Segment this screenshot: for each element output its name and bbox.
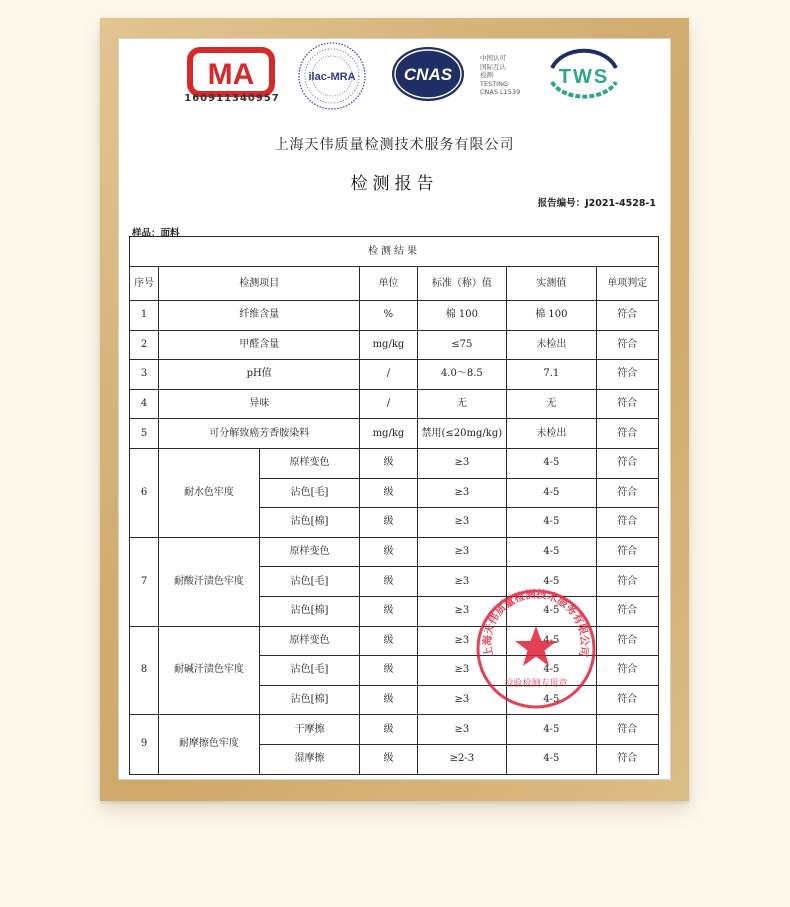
sub-item-cell: 原样变色 [259,537,360,567]
standard-value-cell: 无 [417,389,507,419]
standard-value-cell: ≥3 [417,567,507,597]
standard-value-cell: ≥3 [417,715,507,745]
unit-cell: 级 [360,744,417,774]
unit-cell: / [360,389,417,419]
verdict-cell: 符合 [596,301,658,331]
row-number-cell: 6 [130,448,159,537]
test-item-cell: 纤维含量 [159,301,360,331]
standard-value-cell: 禁用(≤20mg/kg) [417,419,507,449]
table-row [130,330,659,360]
cnas-logo-icon [390,44,466,104]
row-number-cell: 9 [130,715,159,774]
cnas-caption-line: 检测 [480,71,493,79]
row-number-cell: 3 [130,360,159,390]
row-number-cell: 8 [130,626,159,715]
table-row [130,448,659,478]
measured-value-cell: 未检出 [507,419,597,449]
verdict-cell: 符合 [596,685,658,715]
measured-value-cell: 4-5 [507,478,597,508]
unit-cell: 级 [360,508,417,538]
unit-cell: 级 [360,448,417,478]
test-item-cell: 异味 [159,389,360,419]
table-row [130,389,659,419]
cnas-caption-line: 国际互认 [480,62,506,71]
cma-number: 160911340957 [184,93,280,104]
column-header: 单项判定 [596,267,658,301]
unit-cell: 级 [360,685,417,715]
standard-value-cell: ≥3 [417,448,507,478]
company-name: 上海天伟质量检测技术服务有限公司 [274,137,515,153]
measured-value-cell: 4-5 [507,448,597,478]
column-header: 实测值 [507,267,597,301]
verdict-cell: 符合 [596,537,658,567]
verdict-cell: 符合 [596,596,658,626]
verdict-cell: 符合 [596,330,658,360]
test-item-cell: 耐水色牢度 [159,448,260,537]
unit-cell: 级 [360,656,417,686]
unit-cell: / [360,360,417,390]
table-header-row [130,267,659,301]
measured-value-cell: 4-5 [507,715,597,745]
ilac-mra-logo-icon [296,40,368,112]
test-item-cell: 耐摩擦色牢度 [159,715,260,774]
standard-value-cell: ≥3 [417,656,507,686]
unit-cell: 级 [360,567,417,597]
sub-item-cell: 干摩擦 [259,715,360,745]
sub-item-cell: 原样变色 [259,448,360,478]
verdict-cell: 符合 [596,626,658,656]
unit-cell: % [360,301,417,331]
table-row [130,537,659,567]
measured-value-cell: 7.1 [507,360,597,390]
standard-value-cell: ≥2-3 [417,744,507,774]
unit-cell: 级 [360,596,417,626]
standard-value-cell: ≥3 [417,626,507,656]
column-header: 单位 [360,267,417,301]
test-item-cell: 甲醛含量 [159,330,360,360]
cnas-logo-text: CNAS [403,65,453,84]
cnas-caption [480,54,520,97]
sample-label: 样品：面料 [132,228,180,239]
unit-cell: 级 [360,715,417,745]
sub-item-cell: 沾色[棉] [259,685,360,715]
verdict-cell: 符合 [596,448,658,478]
verdict-cell: 符合 [596,744,658,774]
cma-logo-text: MA [207,58,255,91]
row-number-cell: 2 [130,330,159,360]
seal-subtext: 检验检测专用章 [504,679,568,689]
table-row [130,301,659,331]
certification-logos [118,38,671,123]
table-row [130,715,659,745]
verdict-cell: 符合 [596,419,658,449]
cnas-caption-line: TESTING [480,79,508,88]
official-seal-icon [473,586,599,712]
measured-value-cell: 4-5 [507,537,597,567]
measured-value-cell: 4-5 [507,656,597,686]
sub-item-cell: 原样变色 [259,626,360,656]
verdict-cell: 符合 [596,360,658,390]
measured-value-cell: 4-5 [507,567,597,597]
column-header: 标准（称）值 [417,267,507,301]
test-item-cell: pH值 [159,360,360,390]
cnas-caption-line: 中国认可 [480,54,506,62]
standard-value-cell: ≥3 [417,508,507,538]
standard-value-cell: 棉 100 [417,301,507,331]
test-item-cell: 可分解致癌芳香胺染料 [159,419,360,449]
report-paper [118,38,671,780]
row-number-cell: 7 [130,537,159,626]
cnas-caption-line: CNAS L1539 [480,88,521,96]
column-header: 序号 [130,267,159,301]
tws-logo-icon [542,42,626,106]
table-row [130,360,659,390]
report-title: 检测报告 [350,174,439,194]
unit-cell: 级 [360,626,417,656]
unit-cell: 级 [360,478,417,508]
sub-item-cell: 沾色[棉] [259,596,360,626]
standard-value-cell: ≥3 [417,478,507,508]
measured-value-cell: 棉 100 [507,301,597,331]
standard-value-cell: 4.0～8.5 [417,360,507,390]
unit-cell: 级 [360,537,417,567]
standard-value-cell: ≥3 [417,685,507,715]
verdict-cell: 符合 [596,508,658,538]
row-number-cell: 5 [130,419,159,449]
measured-value-cell: 4-5 [507,744,597,774]
sub-item-cell: 湿摩擦 [259,744,360,774]
sub-item-cell: 沾色[棉] [259,508,360,538]
standard-value-cell: ≤75 [417,330,507,360]
verdict-cell: 符合 [596,478,658,508]
measured-value-cell: 4-5 [507,596,597,626]
unit-cell: mg/kg [360,330,417,360]
standard-value-cell: ≥3 [417,596,507,626]
sub-item-cell: 沾色[毛] [259,656,360,686]
column-header: 检测项目 [159,267,360,301]
seal-text: 上海天伟质量检测技术服务有限公司 [481,588,591,658]
unit-cell: mg/kg [360,419,417,449]
sub-item-cell: 沾色[毛] [259,478,360,508]
test-item-cell: 耐酸汗渍色牢度 [159,537,260,626]
table-caption-row [130,237,659,267]
tws-logo-text: TWS [558,66,610,88]
measured-value-cell: 4-5 [507,508,597,538]
verdict-cell: 符合 [596,715,658,745]
measured-value-cell: 4-5 [507,626,597,656]
verdict-cell: 符合 [596,567,658,597]
report-number: 报告编号：J2021-4528-1 [537,198,656,209]
sub-item-cell: 沾色[毛] [259,567,360,597]
measured-value-cell: 4-5 [507,685,597,715]
measured-value-cell: 无 [507,389,597,419]
standard-value-cell: ≥3 [417,537,507,567]
measured-value-cell: 未检出 [507,330,597,360]
test-item-cell: 耐碱汗渍色牢度 [159,626,260,715]
table-row [130,419,659,449]
verdict-cell: 符合 [596,656,658,686]
row-number-cell: 1 [130,301,159,331]
table-caption: 检测结果 [130,237,659,267]
ilac-mra-logo-text: ilac-MRA [308,71,356,83]
row-number-cell: 4 [130,389,159,419]
verdict-cell: 符合 [596,389,658,419]
